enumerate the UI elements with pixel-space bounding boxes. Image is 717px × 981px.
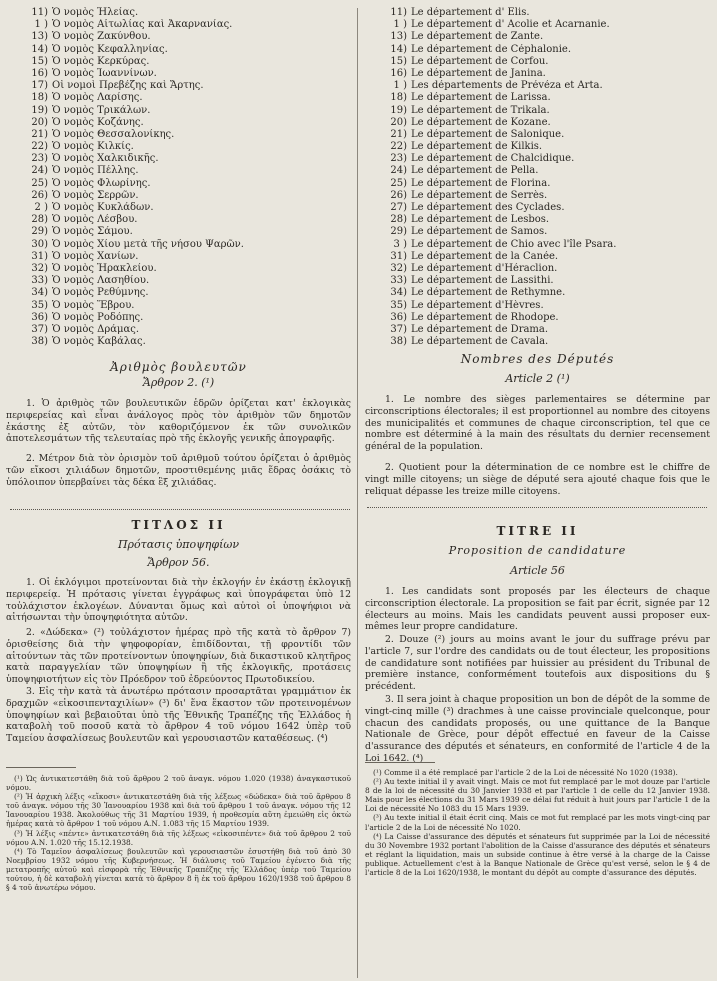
list-item-number: 29) bbox=[390, 226, 407, 238]
list-item-label: Ὁ νομὸς Ροδόπης. bbox=[52, 311, 144, 323]
list-item-number: 31) bbox=[390, 250, 407, 262]
greek-department-item bbox=[6, 44, 351, 56]
list-item-number: 22) bbox=[31, 141, 48, 153]
list-item-number: 15) bbox=[31, 55, 48, 67]
greek-department-item bbox=[6, 19, 351, 31]
list-item-number: 20) bbox=[31, 116, 48, 128]
french-department-item bbox=[365, 44, 710, 56]
list-item-label: Ὁ νομὸς Δράμας. bbox=[52, 323, 140, 335]
list-item-number: 37) bbox=[31, 323, 48, 335]
french-department-item bbox=[365, 165, 710, 177]
list-item-label: Le département de Chalcidique. bbox=[411, 153, 575, 165]
greek-department-item bbox=[6, 251, 351, 263]
greek-article-2-paragraph-2: 2. Μέτρον διὰ τὸν ὁρισμὸν τοῦ ἀριθμοῦ τούτου ὁρίζεται ὁ ἀριθμὸς τῶν εἴκοσι χιλιάδων δημοτῶν, προστιθεμένης μιᾶς ἕδρας ὁσάκις τὸ ὑπόλοιπον ὑπερβαίνει τὰς δέκα ἓξ χιλιάδας. bbox=[6, 453, 351, 488]
list-item-label: Le département de Rhodope. bbox=[411, 311, 559, 323]
greek-department-item bbox=[6, 275, 351, 287]
greek-department-list bbox=[6, 7, 351, 348]
list-item-label: Le département de Florina. bbox=[411, 177, 551, 189]
french-department-item bbox=[365, 287, 710, 299]
list-item-label: Ὁ νομὸς Κοζάνης. bbox=[52, 116, 144, 128]
list-item-number: 11) bbox=[31, 7, 48, 18]
greek-footnote-4: (⁴) Τὸ Ταμεῖον ἀσφαλίσεως βουλευτῶν καὶ γερουσιαστῶν ἐσυστήθη διὰ τοῦ ἀπὸ 30 Νοεμβρίου 1932 νόμου τῆς Κυβερνήσεως. Ἡ διάλυσις τοῦ Ταμείου ἐγένετο διὰ τῆς μετατροπῆς αὐτοῦ καὶ εἰσφορὰ τῆς Ἐθνικῆς Τραπέζης τῆς Ἑλλάδος ὑπὲρ τοῦ Ταμείου τούτου, ἡ δὲ καταβολὴ γίνεται κατὰ τὸ ἄρθρον 8 ἢ ἐκ τοῦ ἄρθρου 1620/1938 τοῦ ἄρθρου 8 § 4 τοῦ ἀνωτέρω νόμου. bbox=[6, 846, 351, 893]
list-item-number: 36) bbox=[390, 311, 407, 323]
greek-department-item bbox=[6, 165, 351, 177]
list-item-label: Le département des Cyclades. bbox=[411, 202, 565, 213]
list-item-label: Le département de Lassithi. bbox=[411, 275, 554, 287]
list-item-number: 20) bbox=[390, 116, 407, 128]
list-item-number: 22) bbox=[390, 141, 407, 153]
greek-department-item bbox=[6, 129, 351, 141]
french-department-item bbox=[365, 312, 710, 324]
greek-article-56-paragraph-1: 1. Οἱ ἐκλόγιμοι προτείνονται διὰ τὴν ἐκλογήν ἐν ἑκάστῃ ἐκλογικῇ περιφερείᾳ. Ἡ πρότασις γίνεται ἐγγράφως καὶ ὑπογράφεται ὑπὸ 12 τοὐλάχιστον ἐκλογέων. Δύνανται ὅμως καὶ αὐτοὶ οἱ ὑποψήφιοι νὰ αἰτήσωνται τὴν ὑποψηφιότητα αὐτῶν. bbox=[6, 577, 351, 624]
list-item-number: 36) bbox=[31, 311, 48, 323]
list-item-number: 31) bbox=[31, 250, 48, 262]
list-item-label: Ὁ νομὸς Ἕβρου. bbox=[52, 299, 135, 311]
french-department-item bbox=[365, 56, 710, 68]
list-item-number: 14) bbox=[31, 43, 48, 55]
french-department-item bbox=[365, 31, 710, 43]
greek-department-item bbox=[6, 190, 351, 202]
french-department-item bbox=[365, 226, 710, 238]
greek-footnote-rule bbox=[6, 767, 76, 768]
list-item-label: Ὁ νομὸς Ρεθύμνης. bbox=[52, 287, 149, 299]
greek-department-item bbox=[6, 312, 351, 324]
list-item-number: 2 ) bbox=[34, 202, 48, 213]
greek-department-item bbox=[6, 117, 351, 129]
list-item-number: 18) bbox=[390, 92, 407, 104]
french-footnote-4: (⁴) La Caisse d'assurance des députés et sénateurs fut supprimée par la Loi de nécessité du 30 Novembre 1932 portant l'abolition de la Caisse d'assurance des députés et sénateurs et réglant la liquidation, mais un subside continue à être versé à la charge de la Caisse publique. Actuellement c'est à la Banque Nationale de Grèce qu'est versé, selon le § 4 de l'article 8 de la Loi 1620/1938, le montant du dépôt au compte d'assurance des députés. bbox=[365, 831, 710, 878]
list-item-number: 16) bbox=[390, 67, 407, 79]
list-item-label: Ὁ νομὸς Κυκλάδων. bbox=[52, 202, 154, 213]
greek-article-56-paragraph-2: 2. «Δώδεκα» (²) τοὐλάχιστον ἡμέρας πρὸ τῆς κατὰ τὸ ἄρθρον 7) ὁρισθείσης διὰ τὴν ψηφοφορίαν, ἐπιδίδονται, τῇ φροντίδι τῶν αἰτούντων τὰς τῶν προτείνοντων ὑποψηφίων, διὰ δικαστικοῦ κλητῆρος κατὰ παραγγελίαν τῶν ὑποψηφίων ἢ τῆς ἐκλογικῆς, προτάσεις ὑποψηφιοτήτων εἰς τὸν Πρόεδρον τοῦ ἐδρεύοντος Πρωτοδικείου. bbox=[6, 627, 351, 686]
french-department-item bbox=[365, 153, 710, 165]
greek-department-item bbox=[6, 287, 351, 299]
greek-department-item bbox=[6, 239, 351, 251]
french-article-2-paragraph-2: 2. Quotient pour la détermination de ce nombre est le chiffre de vingt mille citoyens; un siège de député sera ajouté chaque fois que le reliquat dépasse les treize mille citoyens. bbox=[365, 462, 710, 497]
list-item-label: Le département de Rethymne. bbox=[411, 287, 566, 299]
list-item-number: 15) bbox=[390, 55, 407, 67]
greek-footnote-2: (²) Ἡ ἀρχικὴ λέξις «εἴκοσι» ἀντικατεστάθη διὰ τῆς λέξεως «δώδεκα» διὰ τοῦ ἄρθρου 8 τοῦ ἀναγκ. νόμου τῆς 30 Ἰανουαρίου 1938 καὶ διὰ τοῦ ἄρθρου 1 τοῦ ἀναγκ. νόμου τῆς 12 Ἰανουαρίου 1938. Ἀκολούθως τῆς 31 Μαρτίου 1939, ἡ προθεσμία αὕτη ἐμειώθη εἰς ὀκτὼ ἡμέρας κατὰ τὸ ἄρθρον 1 τοῦ νόμου Α.Ν. 1.083 τῆς 15 Μαρτίου 1939. bbox=[6, 792, 351, 829]
list-item-number: 27) bbox=[390, 202, 407, 213]
list-item-label: Le département d'Héraclion. bbox=[411, 262, 558, 274]
list-item-number: 17) bbox=[31, 80, 48, 92]
list-item-label: Le département de Chio avec l'île Psara. bbox=[411, 238, 617, 250]
greek-department-item bbox=[6, 80, 351, 92]
list-item-label: Ὁ νομὸς Σάμου. bbox=[52, 226, 133, 238]
list-item-label: Ὁ νομὸς Λέσβου. bbox=[52, 214, 138, 226]
list-item-number: 21) bbox=[390, 128, 407, 140]
list-item-number: 1 ) bbox=[393, 19, 407, 31]
greek-section-heading-deputies: Ἀριθμὸς βουλευτῶν bbox=[110, 360, 247, 374]
list-item-label: Ὁ νομὸς Πέλλης. bbox=[52, 165, 139, 177]
list-item-label: Le département d' Acolie et Acarnanie. bbox=[411, 19, 610, 31]
greek-department-item bbox=[6, 202, 351, 214]
french-department-item bbox=[365, 68, 710, 80]
list-item-number: 33) bbox=[31, 275, 48, 287]
french-department-item bbox=[365, 275, 710, 287]
greek-title-2: ΤΙΤΛΟΣ ΙΙ bbox=[131, 518, 226, 532]
french-footnote-rule bbox=[365, 762, 435, 763]
column-divider bbox=[357, 8, 358, 978]
french-department-item bbox=[365, 202, 710, 214]
list-item-number: 30) bbox=[31, 238, 48, 250]
french-department-item bbox=[365, 80, 710, 92]
list-item-number: 23) bbox=[390, 153, 407, 165]
french-department-item bbox=[365, 178, 710, 190]
french-article-56-paragraph-2: 2. Douze (²) jours au moins avant le jour du suffrage prévu par l'article 7, sur l'ordre des candidats ou de tout électeur, les propositions de candidature sont notifiées par huissier au président du Tribunal de première instance, conformément toutefois aux dispositions du § précédent. bbox=[365, 634, 710, 693]
list-item-label: Le département de Pella. bbox=[411, 165, 539, 177]
french-department-list bbox=[365, 7, 710, 348]
french-title-2: TITRE II bbox=[496, 524, 579, 538]
list-item-label: Οἱ νομοὶ Πρεβέζης καὶ Ἄρτης. bbox=[52, 80, 204, 92]
list-item-number: 35) bbox=[31, 299, 48, 311]
greek-department-item bbox=[6, 178, 351, 190]
list-item-label: Ὁ νομὸς Χίου μετὰ τῆς νήσου Ψαρῶν. bbox=[52, 238, 244, 250]
french-footnote-1: (¹) Comme il a été remplacé par l'article 2 de la Loi de nécessité No 1020 (1938). bbox=[373, 768, 678, 777]
french-department-item bbox=[365, 117, 710, 129]
greek-department-item bbox=[6, 141, 351, 153]
list-item-number: 34) bbox=[390, 287, 407, 299]
greek-department-item bbox=[6, 7, 351, 19]
list-item-number: 38) bbox=[31, 336, 48, 348]
greek-article-56-paragraph-3: 3. Εἰς τὴν κατὰ τὰ ἀνωτέρω πρότασιν προσαρτᾶται γραμμάτιον ἐκ δραχμῶν «εἰκοσιπενταχιλίων» (³) δι' ἕνα ἕκαστον τῶν προτεινομένων ὑποψηφίων καὶ βεβαιοῦται ὑπὸ τῆς Ἐθνικῆς Τραπέζης τῆς Ἑλλάδος ἡ καταβολὴ τοῦ ποσοῦ κατὰ τὸ ἄρθρον 4 τοῦ νόμου 1642 ὑπὲρ τοῦ Ταμείου ἀσφαλίσεως βουλευτῶν καὶ γερουσιαστῶν καταθέσεως. (⁴) bbox=[6, 686, 351, 745]
list-item-label: Ὁ νομὸς Χαλκιδικῆς. bbox=[52, 153, 159, 165]
list-item-label: Ὁ νομὸς Καβάλας. bbox=[52, 336, 146, 348]
list-item-number: 1 ) bbox=[34, 19, 48, 31]
list-item-label: Le département de Drama. bbox=[411, 323, 549, 335]
list-item-label: Le département de Trikala. bbox=[411, 104, 550, 116]
greek-section-heading-candidacy: Πρότασις ὑποψηφίων bbox=[117, 538, 240, 551]
french-department-item bbox=[365, 129, 710, 141]
french-department-item bbox=[365, 105, 710, 117]
french-dotted-separator bbox=[367, 507, 707, 508]
french-department-item bbox=[365, 141, 710, 153]
french-department-item bbox=[365, 239, 710, 251]
french-section-heading-candidacy: Proposition de candidature bbox=[448, 544, 627, 557]
french-article-2-label: Article 2 (¹) bbox=[505, 372, 570, 385]
list-item-number: 28) bbox=[390, 214, 407, 226]
list-item-number: 16) bbox=[31, 67, 48, 79]
list-item-label: Ὁ νομὸς Λασηθίου. bbox=[52, 275, 150, 287]
list-item-number: 23) bbox=[31, 153, 48, 165]
list-item-label: Ὁ νομὸς Ἰωαννίνων. bbox=[52, 67, 157, 79]
list-item-label: Le département de la Canée. bbox=[411, 250, 559, 262]
list-item-label: Ὁ νομὸς Θεσσαλονίκης. bbox=[52, 128, 175, 140]
french-footnote-2: (²) Au texte initial il y avait vingt. Mais ce mot fut remplacé par le mot douze par l'article 8 de la loi de nécessité du 30 Janvier 1938 et par l'article 1 de celle du 12 Janvier 1938. Mais pour les élections du 31 Mars 1939 ce délai fut réduit à huit jours par l'article 1 de la Loi de nécessité No 1083 du 15 Mars 1939. bbox=[365, 777, 710, 814]
list-item-number: 26) bbox=[390, 189, 407, 201]
list-item-number: 34) bbox=[31, 287, 48, 299]
greek-department-item bbox=[6, 153, 351, 165]
greek-department-item bbox=[6, 105, 351, 117]
list-item-number: 13) bbox=[31, 31, 48, 43]
french-footnotes bbox=[365, 768, 710, 877]
list-item-number: 14) bbox=[390, 43, 407, 55]
list-item-label: Le département de Larissa. bbox=[411, 92, 551, 104]
list-item-number: 18) bbox=[31, 92, 48, 104]
french-article-56-paragraph-1: 1. Les candidats sont proposés par les électeurs de chaque circonscription électorale. La proposition se fait par écrit, signée par 12 électeurs au moins. Mais les candidats peuvent aussi proposer eux-mêmes leur propre candidature. bbox=[365, 586, 710, 633]
greek-footnotes bbox=[6, 774, 351, 892]
list-item-label: Le département d'Hèvres. bbox=[411, 299, 544, 311]
list-item-label: Le département de Cavala. bbox=[411, 336, 549, 348]
list-item-number: 29) bbox=[31, 226, 48, 238]
list-item-label: Le département de Serrès. bbox=[411, 189, 548, 201]
greek-department-item bbox=[6, 263, 351, 275]
greek-department-item bbox=[6, 214, 351, 226]
list-item-label: Le département de Samos. bbox=[411, 226, 548, 238]
list-item-label: Le département d' Élis. bbox=[411, 7, 530, 18]
list-item-label: Le département de Lesbos. bbox=[411, 214, 550, 226]
list-item-number: 38) bbox=[390, 336, 407, 348]
list-item-number: 24) bbox=[31, 165, 48, 177]
list-item-number: 33) bbox=[390, 275, 407, 287]
french-footnote-3: (³) Au texte initial il était écrit cinq. Mais ce mot fut remplacé par les mots vingt-cinq par l'article 2 de la Loi de nécessité No 1020. bbox=[365, 813, 710, 832]
greek-department-item bbox=[6, 56, 351, 68]
list-item-label: Ὁ νομὸς Φλωρίνης. bbox=[52, 177, 151, 189]
list-item-label: Ὁ νομὸς Ἡρακλείου. bbox=[52, 262, 157, 274]
french-department-item bbox=[365, 336, 710, 348]
french-department-item bbox=[365, 263, 710, 275]
list-item-label: Ὁ νομὸς Τρικάλων. bbox=[52, 104, 151, 116]
list-item-number: 24) bbox=[390, 165, 407, 177]
french-department-item bbox=[365, 300, 710, 312]
list-item-label: Les départements de Prévéza et Arta. bbox=[411, 80, 603, 92]
french-article-2-paragraph-1: 1. Le nombre des sièges parlementaires se détermine par circonscriptions électorales; il est proportionnel au nombre des citoyens des municipalités et communes de chaque circonscription, tel que ce nombre est déterminé à la main des résultats du dernier recensement général de la population. bbox=[365, 394, 710, 453]
list-item-number: 21) bbox=[31, 128, 48, 140]
french-department-item bbox=[365, 92, 710, 104]
french-department-item bbox=[365, 190, 710, 202]
list-item-label: Le département de Corfou. bbox=[411, 55, 549, 67]
list-item-label: Ὁ νομὸς Κερκύρας. bbox=[52, 55, 150, 67]
list-item-number: 35) bbox=[390, 299, 407, 311]
greek-footnote-1: (¹) Ὡς ἀντικατεστάθη διὰ τοῦ ἄρθρου 2 τοῦ ἀναγκ. νόμου 1.020 (1938) ἀναγκαστικοῦ νόμου. bbox=[6, 774, 351, 793]
greek-dotted-separator bbox=[10, 509, 350, 510]
greek-article-2-paragraph-1: 1. Ὁ ἀριθμὸς τῶν βουλευτικῶν ἑδρῶν ὁρίζεται κατ' ἐκλογικὰς περιφερείας καὶ εἶναι ἀνάλογος πρὸς τὸν ἀριθμὸν τῶν δημοτῶν ἑκάστης ἐξ αὐτῶν, τὸν καθοριζόμενον ἐκ τῶν συνολικῶν ἀποτελεσμάτων τῆς τελευταίας πρὸ τῆς ἐκλογῆς γενικῆς ἀπογραφῆς. bbox=[6, 398, 351, 445]
list-item-label: Ὁ νομὸς Κεφαλληνίας. bbox=[52, 43, 168, 55]
french-department-item bbox=[365, 251, 710, 263]
french-article-56-label: Article 56 bbox=[510, 564, 565, 577]
list-item-number: 28) bbox=[31, 214, 48, 226]
french-department-item bbox=[365, 19, 710, 31]
list-item-number: 26) bbox=[31, 189, 48, 201]
greek-article-2-label: Ἄρθρον 2. (¹) bbox=[142, 376, 215, 389]
list-item-label: Le département de Kozane. bbox=[411, 116, 551, 128]
list-item-label: Le département de Janina. bbox=[411, 67, 546, 79]
list-item-number: 37) bbox=[390, 323, 407, 335]
list-item-number: 32) bbox=[31, 262, 48, 274]
list-item-label: Le département de Kilkis. bbox=[411, 141, 543, 153]
greek-department-item bbox=[6, 92, 351, 104]
greek-department-item bbox=[6, 31, 351, 43]
list-item-number: 32) bbox=[390, 262, 407, 274]
french-department-item bbox=[365, 214, 710, 226]
list-item-label: Ὁ νομὸς Αἰτωλίας καὶ Ἀκαρνανίας. bbox=[52, 19, 233, 31]
greek-department-item bbox=[6, 226, 351, 238]
list-item-label: Ὁ νομὸς Σερρῶν. bbox=[52, 189, 139, 201]
greek-article-56-label: Ἄρθρον 56. bbox=[147, 556, 210, 569]
list-item-number: 3 ) bbox=[393, 238, 407, 250]
greek-department-item bbox=[6, 324, 351, 336]
greek-department-item bbox=[6, 300, 351, 312]
list-item-number: 11) bbox=[390, 7, 407, 18]
french-article-56-paragraph-3: 3. Il sera joint à chaque proposition un bon de dépôt de la somme de vingt-cinq mille (³) drachmes à une caisse provinciale quelconque, pour chacun des candidats proposés, ou une quittance de la Banque Nationale de Grèce, pour dépôt effectué en faveur de la Caisse d'assurance des députés et sénateurs, en conformité de l'article 4 de la Loi 1642. (⁴) bbox=[365, 694, 710, 764]
list-item-label: Ὁ νομὸς Λαρίσης. bbox=[52, 92, 143, 104]
list-item-label: Ὁ νομὸς Κιλκίς. bbox=[52, 141, 134, 153]
list-item-number: 1 ) bbox=[393, 80, 407, 92]
list-item-label: Ὁ νομὸς Ἠλείας. bbox=[52, 7, 139, 18]
list-item-label: Le département de Céphalonie. bbox=[411, 43, 571, 55]
greek-footnote-3: (³) Ἡ λέξις «πέντε» ἀντικατεστάθη διὰ τῆς λέξεως «εἰκοσιπέντε» διὰ τοῦ ἄρθρου 2 τοῦ νόμου Α.Ν. 1.020 τῆς 15.12.1938. bbox=[6, 828, 351, 847]
french-section-heading-deputies: Nombres des Députés bbox=[460, 352, 615, 366]
french-department-item bbox=[365, 324, 710, 336]
list-item-label: Ὁ νομὸς Χανίων. bbox=[52, 250, 139, 262]
greek-department-item bbox=[6, 336, 351, 348]
list-item-label: Le département de Zante. bbox=[411, 31, 544, 43]
french-department-item bbox=[365, 7, 710, 19]
list-item-number: 19) bbox=[390, 104, 407, 116]
list-item-label: Le département de Salonique. bbox=[411, 128, 565, 140]
list-item-number: 25) bbox=[390, 177, 407, 189]
list-item-number: 25) bbox=[31, 177, 48, 189]
list-item-number: 13) bbox=[390, 31, 407, 43]
list-item-number: 19) bbox=[31, 104, 48, 116]
greek-department-item bbox=[6, 68, 351, 80]
list-item-label: Ὁ νομὸς Ζακύνθου. bbox=[52, 31, 151, 43]
